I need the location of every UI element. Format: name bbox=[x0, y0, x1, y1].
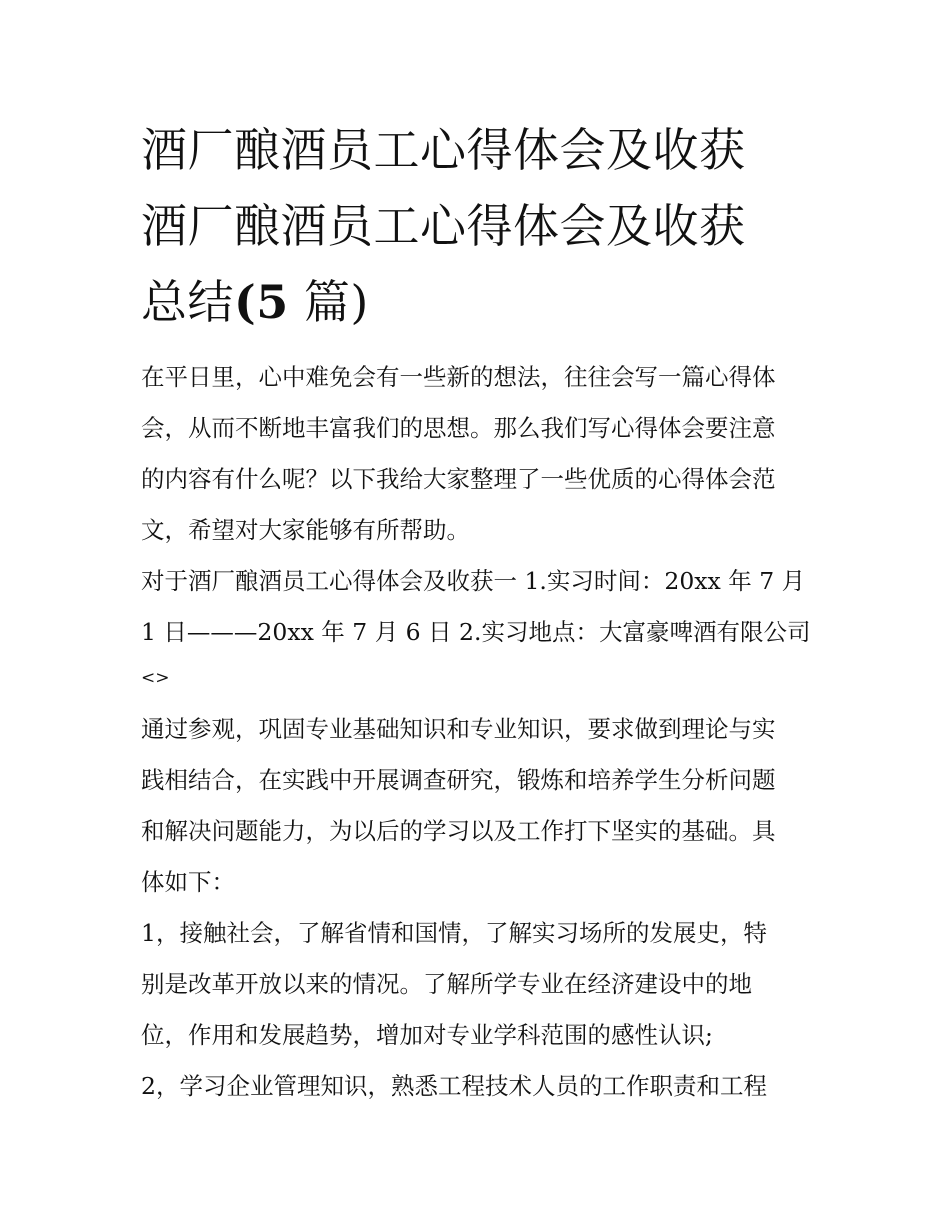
item1-line: 1，接触社会，了解省情和国情，了解实习场所的发展史，特 bbox=[141, 919, 767, 947]
intro-line: 的内容有什么呢？以下我给大家整理了一些优质的心得体会范 bbox=[141, 465, 776, 493]
item1-paragraph bbox=[141, 908, 813, 1061]
purpose-line: 践相结合，在实践中开展调查研究，锻炼和培养学生分析问题 bbox=[141, 766, 776, 794]
item1-line: 别是改革开放以来的情况。了解所学专业在经济建设中的地 bbox=[141, 970, 752, 998]
intro-paragraph bbox=[141, 352, 813, 556]
purpose-line: 通过参观，巩固专业基础知识和专业知识，要求做到理论与实 bbox=[141, 715, 776, 743]
purpose-line: 和解决问题能力，为以后的学习以及工作打下坚实的基础。具 bbox=[141, 817, 776, 845]
empty-tag-text: <> bbox=[141, 668, 170, 688]
item2-paragraph bbox=[141, 1061, 813, 1112]
item1-line: 位，作用和发展趋势，增加对专业学科范围的感性认识; bbox=[141, 1021, 713, 1049]
document-title bbox=[141, 112, 813, 340]
purpose-line: 体如下： bbox=[141, 868, 235, 896]
document-page bbox=[141, 112, 813, 1112]
intro-line: 会，从而不断地丰富我们的思想。那么我们写心得体会要注意 bbox=[141, 414, 776, 442]
title-line-1: 酒厂酿酒员工心得体会及收获 bbox=[141, 123, 746, 177]
intro-line: 在平日里，心中难免会有一些新的想法，往往会写一篇心得体 bbox=[141, 363, 776, 391]
purpose-paragraph bbox=[141, 704, 813, 908]
item2-line: 2，学习企业管理知识，熟悉工程技术人员的工作职责和工程 bbox=[141, 1072, 767, 1100]
section1-line: 1 日———20xx 年 7 月 6 日 2.实习地点：大富豪啤酒有限公司 bbox=[141, 618, 811, 646]
intro-line: 文，希望对大家能够有所帮助。 bbox=[141, 516, 470, 544]
section1-paragraph bbox=[141, 556, 813, 658]
title-line-3-count: (5 bbox=[234, 275, 289, 329]
title-line-3-suffix: 篇) bbox=[288, 275, 369, 329]
title-line-3-prefix: 总结 bbox=[141, 275, 234, 329]
title-line-3 bbox=[141, 264, 813, 340]
section1-line: 对于酒厂酿酒员工心得体会及收获一 1.实习时间：20xx 年 7 月 bbox=[141, 567, 806, 595]
title-line-2: 酒厂酿酒员工心得体会及收获 bbox=[141, 199, 746, 253]
